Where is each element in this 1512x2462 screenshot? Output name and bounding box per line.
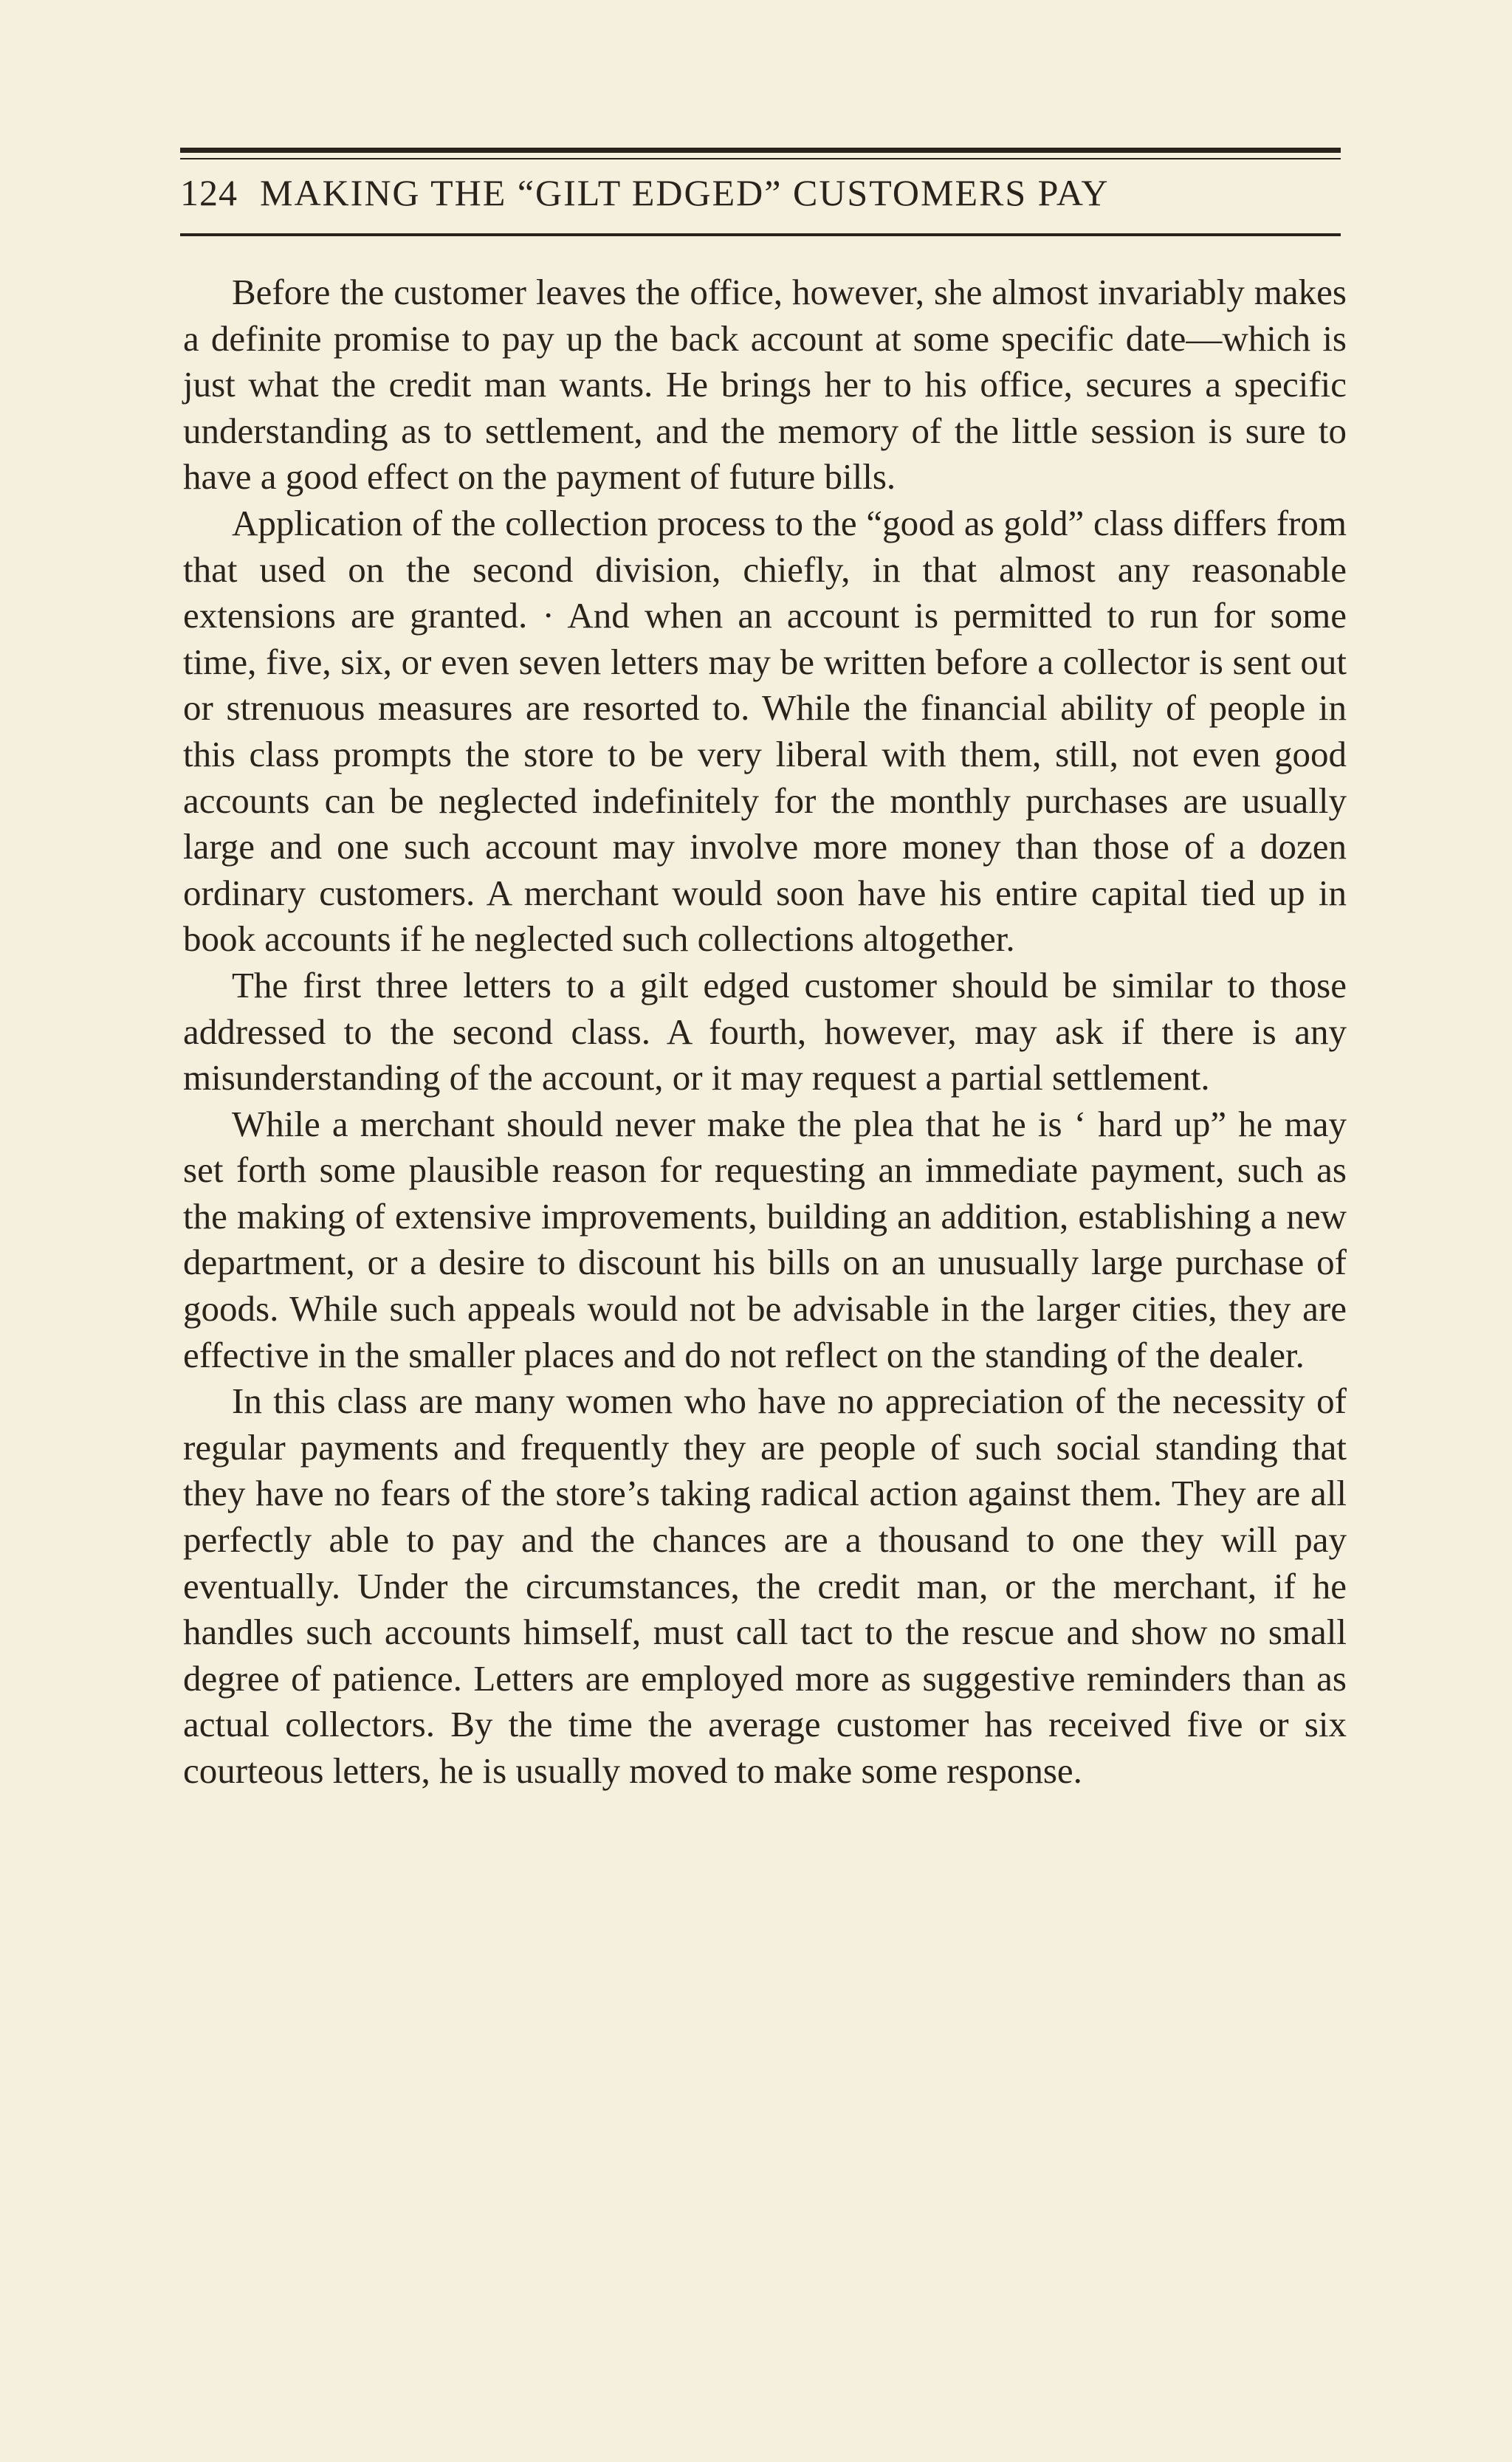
paragraph: While a merchant should never make the plea that he is ‘ hard up” he may set forth some plausible reason for requesting an immediate payment, such as the making of extensive improvements, building an addition, establishing a new department, or a desire to discount his bills on an unusually large purchase of goods. While such appeals would not be advisable in the larger cities, they are effective in the smaller places and do not reflect on the standing of the dealer. [183, 1103, 1347, 1375]
paragraph: The first three letters to a gilt edged customer should be similar to those addressed to the second class. A fourth, however, may ask if there is any misunderstanding of the account, or it may request a partial settlement. [183, 964, 1347, 1098]
paragraph: Before the customer leaves the office, however, she almost invariably makes a definite promise to pay up the back account at some specific date—which is just what the credit man wants. He brings her to his office, secures a specific understanding as to settlement, and the memory of the little session is sure to have a good effect on the payment of future bills. [183, 272, 1347, 498]
running-title: MAKING THE “GILT EDGED” CUSTOMERS PAY [260, 172, 1110, 213]
paragraph: Application of the collection process to the “good as gold” class differs from that used on the second division, chiefly, in that almost any reasonable extensions are granted. · And when an account is permitted to run for some time, five, six, or even seven letters may be written before a collector is sent out or strenuous measures are resorted to. While the financial ability of people in this class prompts the store to be very liberal with them, still, not even good accounts can be neglected indefinitely for the monthly purchases are usually large and one such account may involve more money than those of a dozen ordinary customers. A merchant would soon have his entire capital tied up in book accounts if he neglected such collections altogether. [183, 502, 1347, 960]
top-double-rule-thick [180, 148, 1341, 153]
paragraph: In this class are many women who have no appreciation of the necessity of regular payments and frequently they are people of such social standing that they have no fears of the store’s taking radical action against them. They are all perfectly able to pay and the chances are a thousand to one they will pay eventually. Under the circumstances, the credit man, or the merchant, if he handles such accounts himself, must call tact to the rescue and show no small degree of patience. Letters are employed more as suggestive reminders than as actual collectors. By the time the average customer has received five or six courteous letters, he is usually moved to make some response. [183, 1380, 1347, 1791]
header-rule [180, 233, 1341, 236]
running-head [180, 171, 1341, 224]
top-double-rule-thin [180, 158, 1341, 159]
page-number: 124 [180, 172, 238, 213]
body-text [183, 269, 1347, 1795]
